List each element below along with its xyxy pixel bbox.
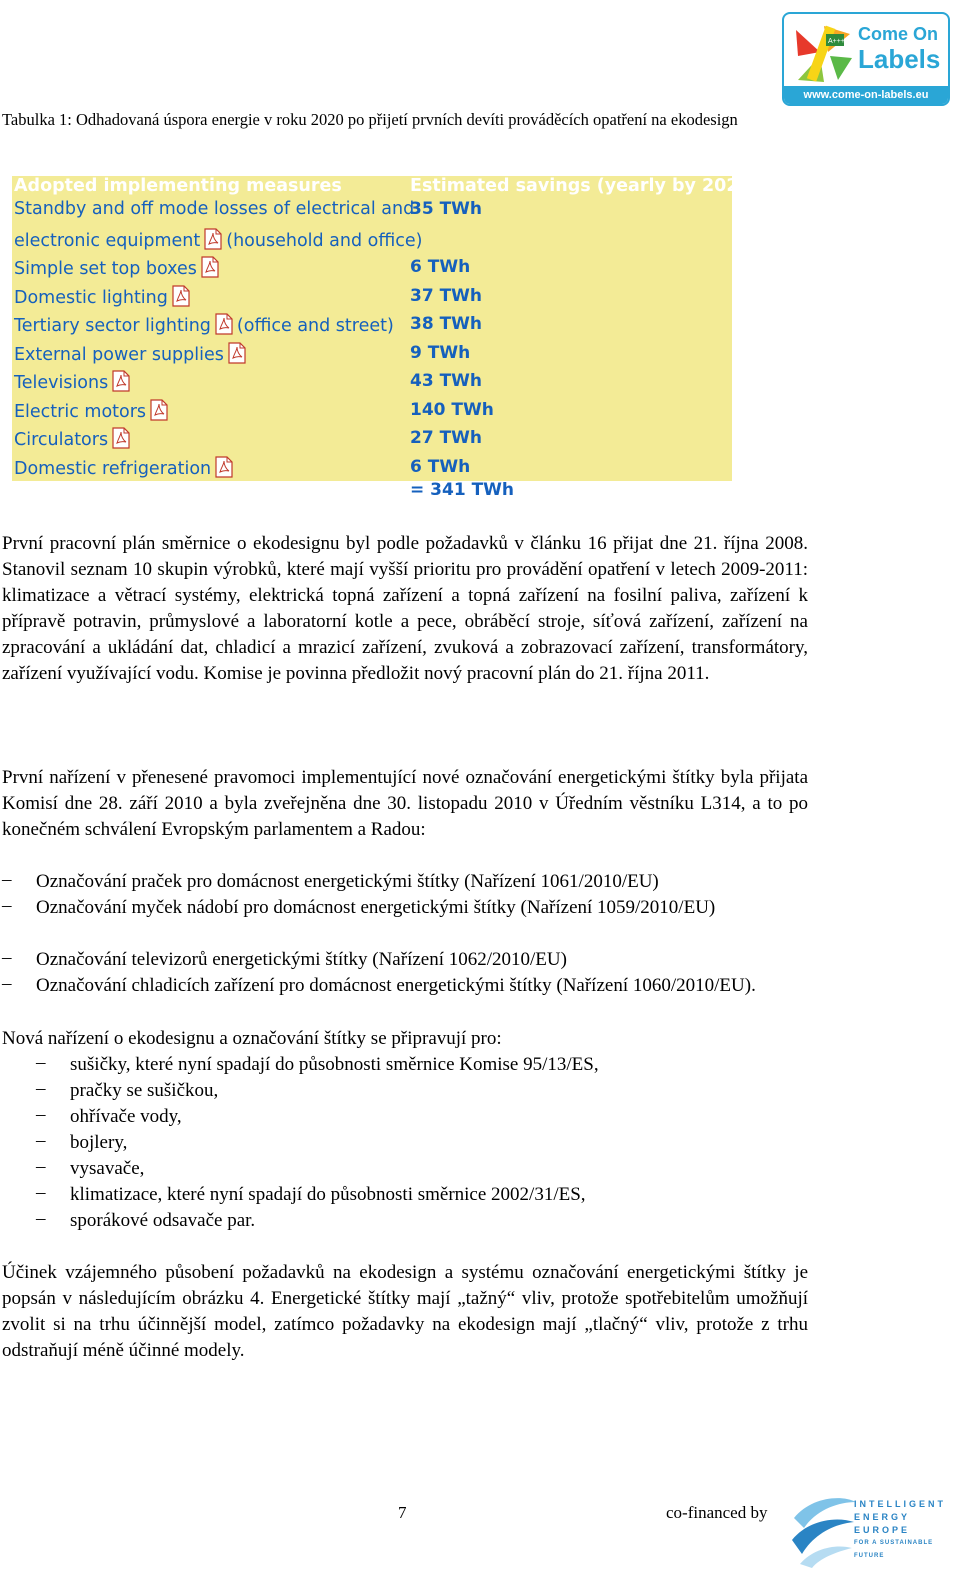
logo-title-line1: Come On bbox=[858, 24, 939, 44]
measure-label: External power supplies bbox=[14, 345, 224, 365]
list-bullet: – bbox=[2, 869, 12, 890]
table-row-measure[interactable] bbox=[14, 370, 130, 393]
list-item-regulation: Označování praček pro domácnost energetickými štítky (Nařízení 1061/2010/EU) bbox=[36, 871, 659, 892]
table-row-measure[interactable] bbox=[14, 342, 246, 365]
table-row-savings: 38 TWh bbox=[410, 314, 483, 334]
table-row-measure[interactable] bbox=[14, 456, 233, 479]
logo-title-line2: Labels bbox=[858, 44, 941, 74]
table-caption: Tabulka 1: Odhadovaná úspora energie v roku 2020 po přijetí prvních devíti prováděcích opatření na ekodesign bbox=[2, 110, 738, 129]
list-item-product: vysavače, bbox=[70, 1158, 145, 1179]
page-number: 7 bbox=[398, 1503, 407, 1522]
list-item-product: bojlery, bbox=[70, 1132, 128, 1153]
paragraph-delegated-regulation: První nařízení v přenesené pravomoci implementující nové označování energetickými štítky byla přijata Komisí dne 28. září 2010 a byla zveřejněna dne 30. listopadu 2010 v Úředním věstníku L314, a to po konečném schválení Evropským parlamentem a Radou: bbox=[2, 767, 808, 840]
list-bullet: – bbox=[2, 895, 12, 916]
pdf-icon[interactable] bbox=[112, 427, 130, 449]
list-item-product: ohřívače vody, bbox=[70, 1106, 182, 1127]
list-item-regulation: Označování televizorů energetickými štítky (Nařízení 1062/2010/EU) bbox=[36, 949, 567, 970]
table-row-savings: 6 TWh bbox=[410, 457, 471, 477]
list-bullet: – bbox=[36, 1130, 46, 1151]
logo-badge: A+++ bbox=[828, 38, 845, 45]
list-bullet: – bbox=[2, 973, 12, 994]
paragraph-work-plan: První pracovní plán směrnice o ekodesignu byl podle požadavků v článku 16 přijat dne 21. října 2008. Stanovil seznam 10 skupin výrobků, které mají vyšší prioritu pro provádění opatření v letech 2009-2011: klimatizace a větrací systémy, elektrická topná zařízení a topná zařízení na fosilní paliva, zařízení k přípravě potravin, průmyslové a laboratorní kotle a pece, obráběcí stroje, síťová zařízení, zařízení na zpracování a ukládání dat, chladicí a mrazicí zařízení, zvuková a zobrazovací zařízení, transformátory, zařízení využívající vodu. Komise je povinna předložit nový pracovní plán do 21. října 2011. bbox=[2, 533, 808, 684]
table-header-savings: Estimated savings (yearly by 2020) bbox=[410, 176, 759, 196]
table-row-measure[interactable] bbox=[14, 427, 130, 450]
measure-label: Electric motors bbox=[14, 402, 147, 422]
list-bullet: – bbox=[36, 1078, 46, 1099]
measure-label: Simple set top boxes bbox=[14, 259, 197, 279]
intelligent-energy-europe-logo bbox=[790, 1488, 950, 1568]
table-row-savings: 37 TWh bbox=[410, 286, 483, 306]
table-row-savings: 35 TWh bbox=[410, 199, 483, 219]
table-row-savings: 9 TWh bbox=[410, 343, 471, 363]
list-bullet: – bbox=[36, 1156, 46, 1177]
pdf-icon[interactable] bbox=[172, 285, 190, 307]
list-bullet: – bbox=[36, 1104, 46, 1125]
pdf-icon[interactable] bbox=[112, 370, 130, 392]
list-bullet: – bbox=[36, 1052, 46, 1073]
list-item-product: pračky se sušičkou, bbox=[70, 1080, 219, 1101]
pdf-icon[interactable] bbox=[215, 313, 233, 335]
table-row-savings: 6 TWh bbox=[410, 257, 471, 277]
list-item-regulation: Označování chladicích zařízení pro domácnost energetickými štítky (Nařízení 1060/2010/EU). bbox=[36, 975, 756, 996]
list-item-product: klimatizace, které nyní spadají do působnosti směrnice 2002/31/ES, bbox=[70, 1184, 586, 1205]
labels-star-icon bbox=[790, 22, 854, 86]
pdf-icon[interactable] bbox=[204, 228, 222, 250]
table-row-measure[interactable] bbox=[14, 313, 394, 336]
come-on-labels-logo bbox=[782, 12, 950, 106]
iee-text: INTELLIGENT ENERGY EUROPE FOR A SUSTAINABLE FUTURE bbox=[854, 1499, 946, 1559]
list-item-product: sušičky, které nyní spadají do působnosti směrnice Komise 95/13/ES, bbox=[70, 1054, 599, 1075]
list-bullet: – bbox=[36, 1208, 46, 1229]
savings-table bbox=[0, 152, 759, 510]
measure-label: Tertiary sector lighting bbox=[14, 316, 211, 336]
table-row-measure[interactable] bbox=[14, 228, 423, 251]
cofinanced-label: co-financed by bbox=[666, 1503, 768, 1522]
measure-label: Domestic lighting bbox=[14, 288, 168, 308]
table-row-savings: 140 TWh bbox=[410, 400, 494, 420]
paragraph-interaction: Účinek vzájemného působení požadavků na ekodesign a systému označování energetickými štítky je popsán v následujícím obrázku 4. Energetické štítky mají „tažný“ vliv, protože spotřebitelům umožňují zvolit si na trhu účinnější model, zatímco požadavky na ekodesign mají „tlačný“ vliv, protože z trhu odstraňují méně účinné modely. bbox=[2, 1262, 808, 1361]
list-bullet: – bbox=[36, 1182, 46, 1203]
measure-extra-label: (household and office) bbox=[226, 231, 423, 251]
pdf-icon[interactable] bbox=[228, 342, 246, 364]
table-total: = 341 TWh bbox=[410, 480, 515, 500]
table-row-measure[interactable] bbox=[14, 199, 414, 219]
paragraph-new-regulations: Nová nařízení o ekodesignu a označování štítky se připravují pro: bbox=[2, 1028, 502, 1049]
list-item-product: sporákové odsavače par. bbox=[70, 1210, 256, 1231]
list-item-regulation: Označování myček nádobí pro domácnost energetickými štítky (Nařízení 1059/2010/EU) bbox=[36, 897, 716, 918]
table-row-measure[interactable] bbox=[14, 285, 190, 308]
table-row-measure[interactable] bbox=[14, 256, 219, 279]
measure-label: Standby and off mode losses of electrical and bbox=[14, 199, 415, 219]
list-bullet: – bbox=[2, 947, 12, 968]
table-header-measures: Adopted implementing measures bbox=[14, 176, 342, 196]
measure-label: electronic equipment bbox=[14, 231, 201, 251]
table-row-measure[interactable] bbox=[14, 399, 168, 422]
measure-label: Televisions bbox=[14, 373, 109, 393]
logo-url: www.come-on-labels.eu bbox=[784, 86, 948, 104]
table-row-savings: 27 TWh bbox=[410, 428, 483, 448]
pdf-icon[interactable] bbox=[201, 256, 219, 278]
iee-swirl-icon bbox=[790, 1488, 860, 1568]
measure-label: Circulators bbox=[14, 430, 109, 450]
table-row-savings: 43 TWh bbox=[410, 371, 483, 391]
measure-label: Domestic refrigeration bbox=[14, 459, 212, 479]
pdf-icon[interactable] bbox=[150, 399, 168, 421]
pdf-icon[interactable] bbox=[215, 456, 233, 478]
measure-extra-label: (office and street) bbox=[236, 316, 394, 336]
